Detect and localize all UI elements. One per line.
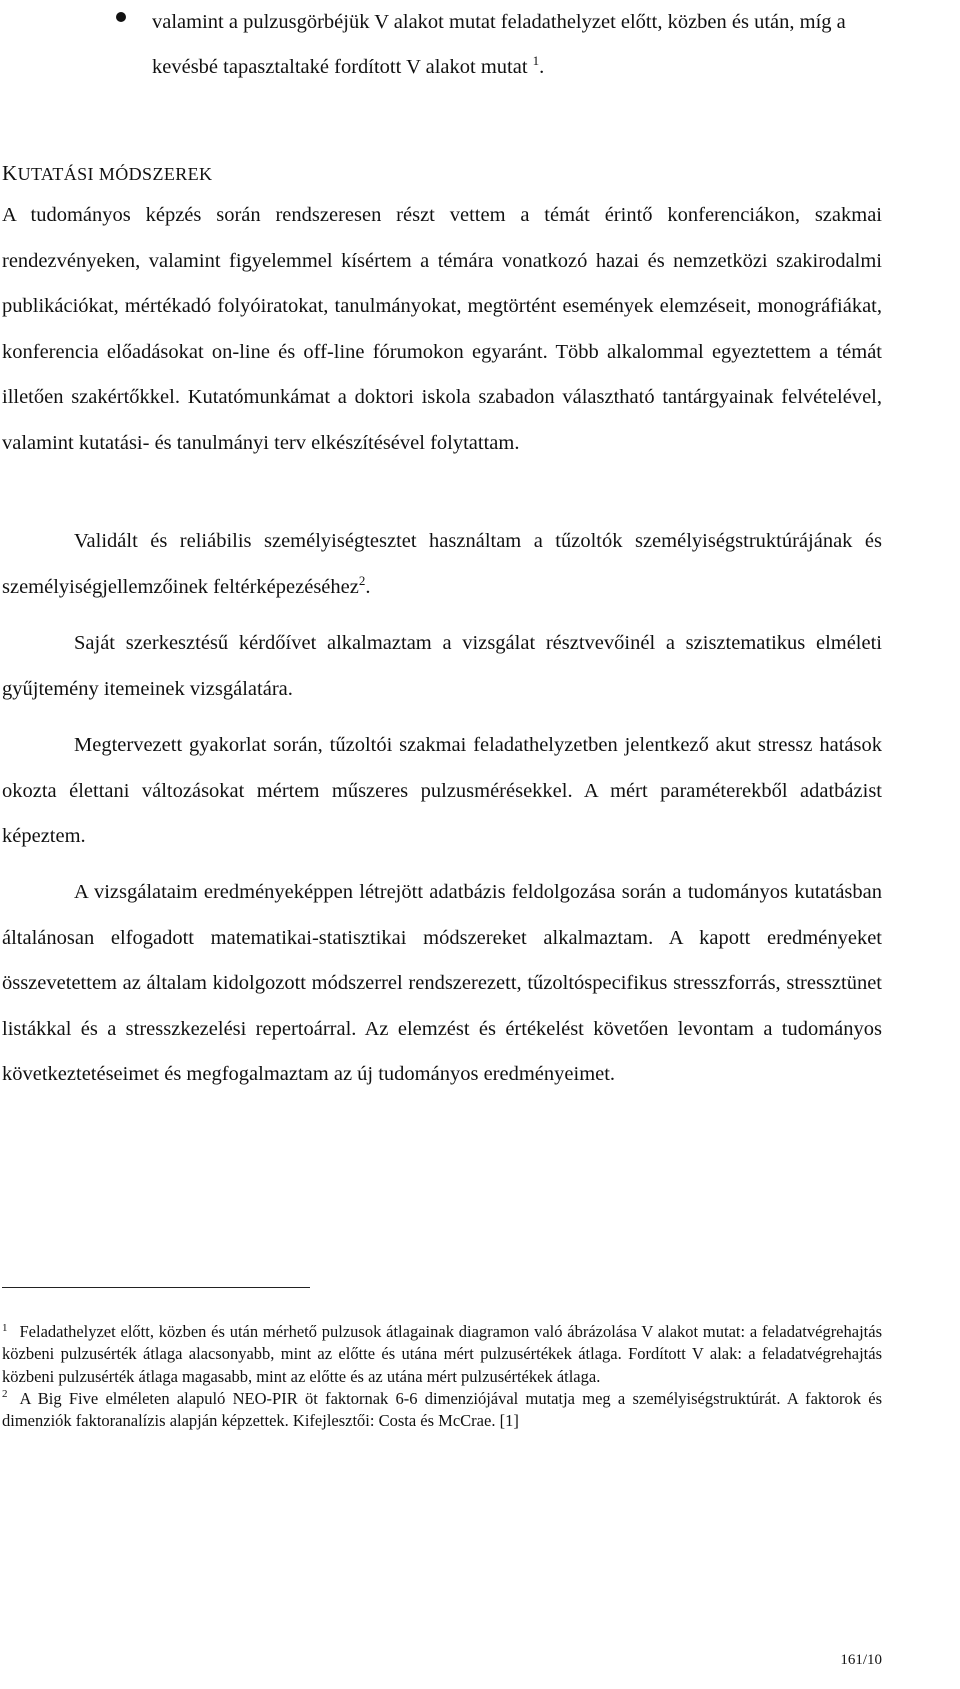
section-heading: KUTATÁSI MÓDSZEREK xyxy=(2,161,213,185)
page-number: 161/10 xyxy=(840,1652,882,1668)
footnote-ref[interactable]: 1 xyxy=(532,53,540,69)
bullet-dot-icon xyxy=(116,12,126,22)
footnote-1: $^1$ Feladathelyzet előtt, közben és után mérhető pulzusok átlagainak diagramon való ábrázolása V alakot mutat: a feladatvégrehajtás közbeni pulzusérték átlaga alacsonyabb, mint az előtte és utána mért pulzusértékek átlaga. Fordított V alak: a feladatvégrehajtás közbeni pulzusérték átlaga magasabb, mint az előtte és az utána mért pulzusértékek átlaga. xyxy=(2,1321,882,1386)
paragraph-statistics: A vizsgálataim eredményeképpen létrejött adatbázis feldolgozása során a tudományos kutatásban általánosan elfogadott matematikai-statisztikai módszereket alkalmaztam. A kapott eredményeket összevetettem az általam kidolgozott módszerrel rendszerezett, tűzoltóspecifikus stresszforrás, stressztünet listákkal és a stresszkezelési repertoárral. Az elemzést és értékelést követően levontam a tudományos következtetéseimet és megfogalmaztam az új tudományos eredményeimet. xyxy=(2,881,882,1085)
footnote-ref[interactable]: 2 xyxy=(358,572,366,588)
paragraph-personality-test: Validált és reliábilis személyiségtesztet használtam a tűzoltók személyiségstruktúrájának és személyiségjellemzőinek feltérképezéséhez$^2$. xyxy=(2,530,882,598)
footnote-divider xyxy=(2,1287,310,1288)
paragraph-questionnaire: Saját szerkesztésű kérdőívet alkalmaztam a vizsgálat résztvevőinél a szisztematikus elméleti gyűjtemény itemeinek vizsgálatára. xyxy=(2,632,882,700)
footnote-2: $^2$ A Big Five elméleten alapuló NEO-PIR öt faktornak 6-6 dimenziójával mutatja meg a személyiségstruktúrát. A faktorok és dimenziók faktoranalízis alapján képzettek. Kifejlesztői: Costa és McCrae. [1] xyxy=(2,1388,882,1431)
footnotes xyxy=(2,1321,882,1432)
paragraph-pulse-measurement: Megtervezett gyakorlat során, tűzoltói szakmai feladathelyzetben jelentkező akut stressz hatások okozta élettani változásokat mértem műszeres pulzusmérésekkel. A mért paraméterekből adatbázist képeztem. xyxy=(2,734,882,847)
bullet-text: valamint a pulzusgörbéjük V alakot mutat feladathelyzet előtt, közben és után, míg a kevésbé tapasztaltaké fordított V alakot mutat $^1$. xyxy=(152,11,846,78)
paragraph-methods: A tudományos képzés során rendszeresen részt vettem a témát érintő konferenciákon, szakmai rendezvényeken, valamint figyelemmel kísértem a témára vonatkozó hazai és nemzetközi szakirodalmi publikációkat, mértékadó folyóiratokat, tanulmányokat, megtörtént események elemzéseit, monográfiákat, konferencia előadásokat on-line és off-line fórumokon egyaránt. Több alkalommal egyeztettem a témát illetően szakértőkkel. Kutatómunkámat a doktori iskola szabadon választható tantárgyainak felvételével, valamint kutatási- és tanulmányi terv elkészítésével folytattam. xyxy=(2,204,882,454)
